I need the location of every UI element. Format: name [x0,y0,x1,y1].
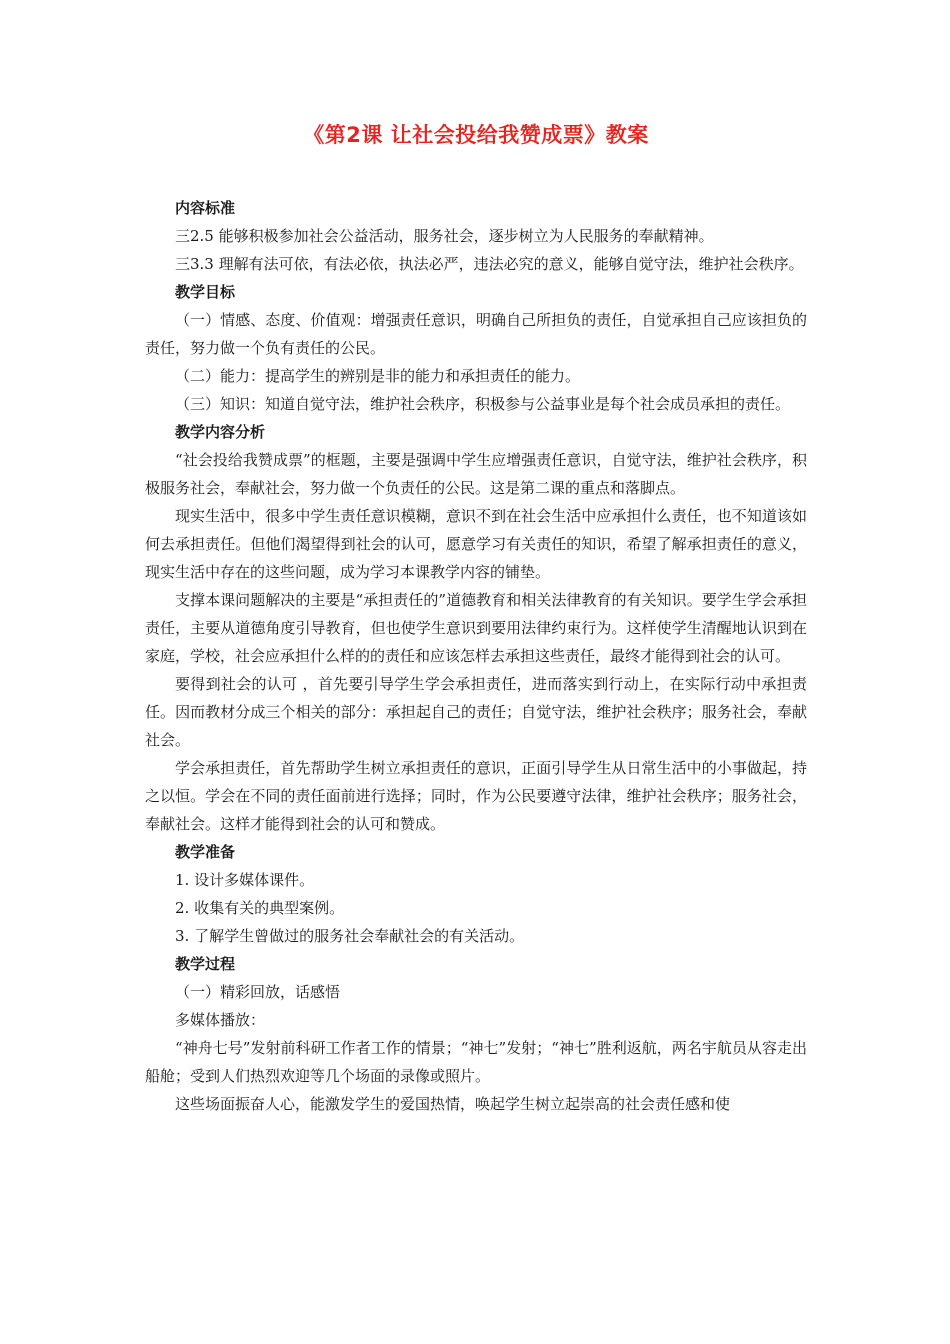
media-label: 多媒体播放： [175,1011,266,1029]
section-process [145,950,807,1118]
list-item: 2. 收集有关的典型案例。 [175,899,345,917]
document-page [145,118,807,1118]
section-heading: 教学目标 [175,283,236,301]
section-objectives [145,278,807,418]
paragraph: 这些场面振奋人心，能激发学生的爱国热情，唤起学生树立起崇高的社会责任感和使 [175,1095,731,1113]
paragraph: （三）知识：知道自觉守法，维护社会秩序，积极参与公益事业是每个社会成员承担的责任。 [175,395,791,413]
section-content-standard [145,194,807,278]
list-item: 1. 设计多媒体课件。 [175,871,315,889]
paragraph: 学会承担责任，首先帮助学生树立承担责任的意识，正面引导学生从日常生活中的小事做起，持之以恒。学会在不同的责任面前进行选择；同时，作为公民要遵守法律，维护社会秩序；服务社会，奉献社会。这样才能得到社会的认可和赞成。 [145,759,807,833]
paragraph: 三3.3 理解有法可依，有法必依，执法必严，违法必究的意义，能够自觉守法，维护社会秩序。 [175,255,804,273]
section-heading: 教学准备 [175,843,236,861]
section-heading: 内容标准 [175,199,236,217]
paragraph: “神舟七号”发射前科研工作者工作的情景；“神七”发射；“神七”胜利返航，两名宇航员从容走出船舱；受到人们热烈欢迎等几个场面的录像或照片。 [145,1039,807,1085]
paragraph: （二）能力：提高学生的辨别是非的能力和承担责任的能力。 [175,367,581,385]
section-analysis [145,418,807,838]
paragraph: 支撑本课问题解决的主要是“承担责任的”道德教育和相关法律教育的有关知识。要学生学会承担责任，主要从道德角度引导教育，但也使学生意识到要用法律约束行为。这样使学生清醒地认识到在家庭，学校，社会应承担什么样的的责任和应该怎样去承担这些责任，最终才能得到社会的认可。 [145,591,807,665]
paragraph: “社会投给我赞成票”的框题，主要是强调中学生应增强责任意识，自觉守法，维护社会秩序，积极服务社会，奉献社会，努力做一个负责任的公民。这是第二课的重点和落脚点。 [145,451,807,497]
document-title: 《第2课 让社会投给我赞成票》教案 [303,123,649,147]
paragraph: （一）情感、态度、价值观：增强责任意识，明确自己所担负的责任，自觉承担自己应该担负的责任，努力做一个负有责任的公民。 [145,311,807,357]
paragraph: 三2.5 能够积极参加社会公益活动，服务社会，逐步树立为人民服务的奉献精神。 [175,227,714,245]
step-label: （一）精彩回放，话感悟 [175,983,341,1001]
section-heading: 教学过程 [175,955,236,973]
section-heading: 教学内容分析 [175,423,266,441]
list-item: 3. 了解学生曾做过的服务社会奉献社会的有关活动。 [175,927,525,945]
paragraph: 要得到社会的认可 ，首先要引导学生学会承担责任，进而落实到行动上，在实际行动中承担责任。因而教材分成三个相关的部分：承担起自己的责任；自觉守法，维护社会秩序；服务社会，奉献社会。 [145,675,807,749]
paragraph: 现实生活中，很多中学生责任意识模糊，意识不到在社会生活中应承担什么责任，也不知道该如何去承担责任。但他们渴望得到社会的认可，愿意学习有关责任的知识，希望了解承担责任的意义，现实生活中存在的这些问题，成为学习本课教学内容的铺垫。 [145,507,807,581]
section-preparation [145,838,807,950]
